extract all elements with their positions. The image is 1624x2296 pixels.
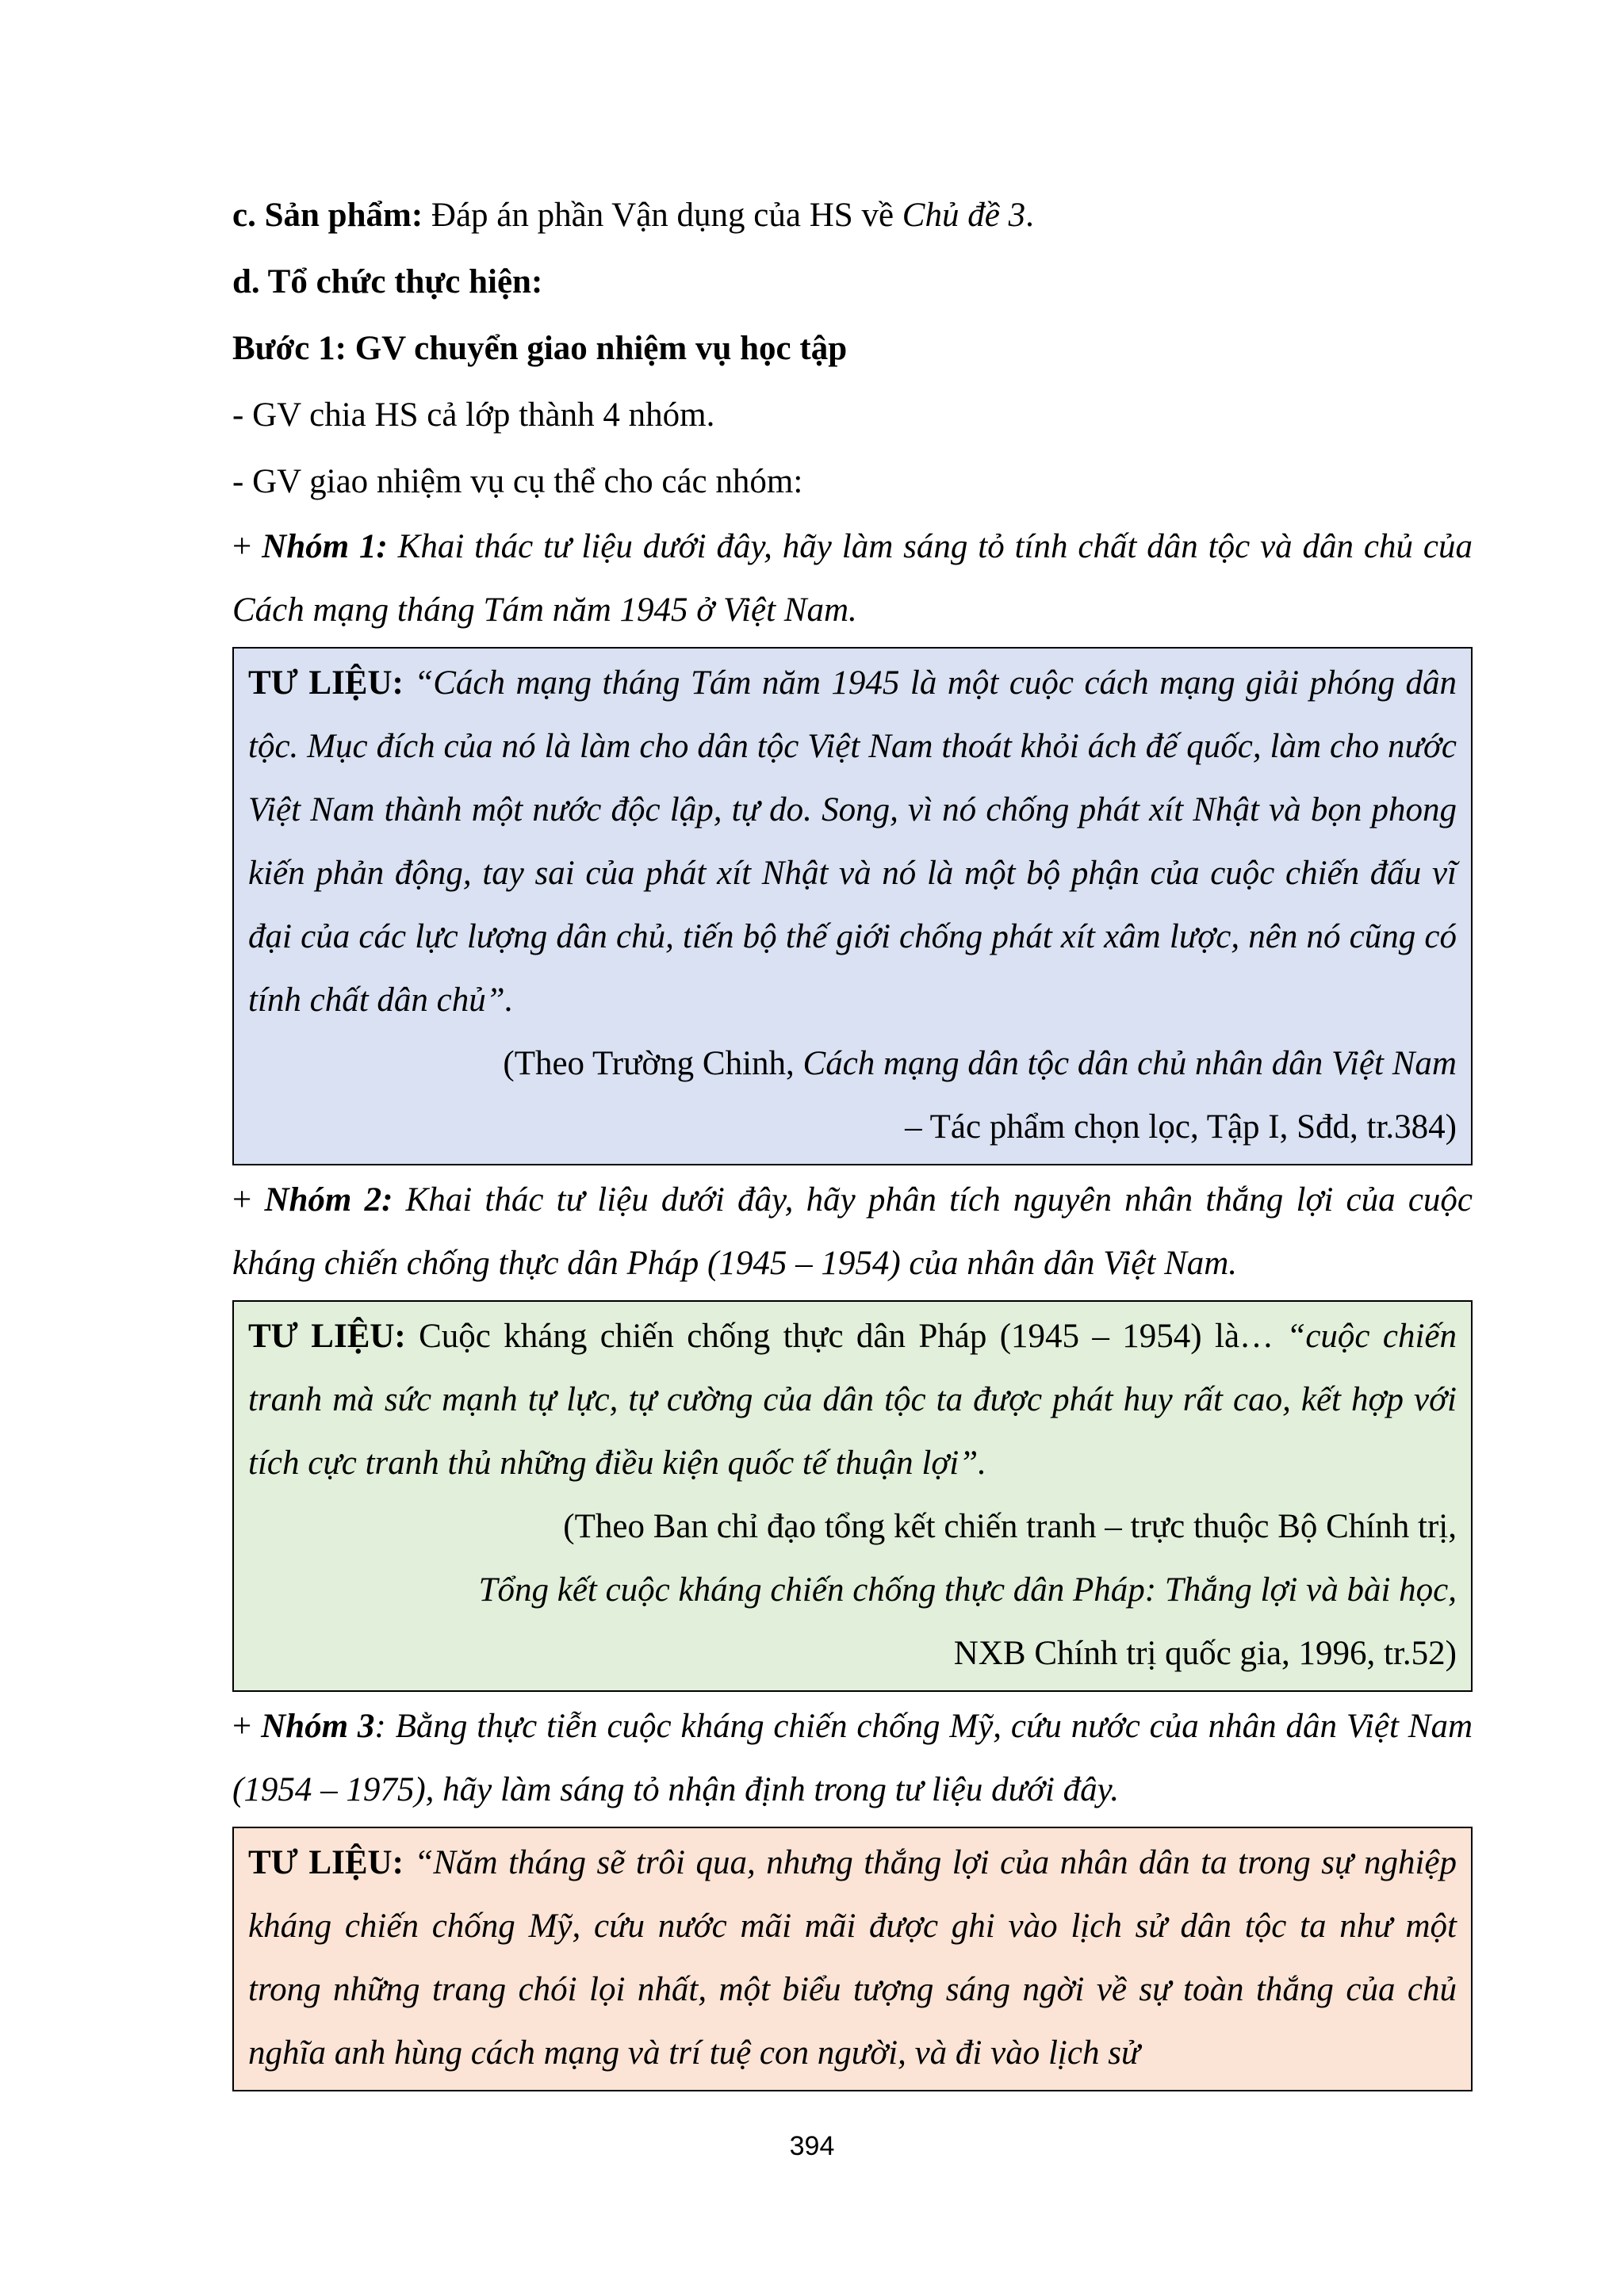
section-c-topic: Chủ đề 3 xyxy=(902,197,1026,234)
section-c-label: c. Sản phẩm: xyxy=(232,197,423,234)
group2-task xyxy=(232,1169,1473,1295)
group2-source-label: TƯ LIỆU: xyxy=(248,1318,406,1355)
section-d-heading: d. Tổ chức thực hiện: xyxy=(232,263,543,300)
group2-quote: “cuộc chiến tranh mà sức mạnh tự lực, tự cường của dân tộc ta được phát huy rất cao, kết hợp với tích cực tranh thủ những điều kiện quốc tế thuận lợi”. xyxy=(248,1318,1457,1482)
group3-task xyxy=(232,1695,1473,1822)
group2-task-text: Khai thác tư liệu dưới đây, hãy phân tích nguyên nhân thắng lợi của cuộc kháng chiến chống thực dân Pháp (1945 – 1954) của nhân dân Việt Nam. xyxy=(232,1181,1473,1282)
group2-label: Nhóm 2: xyxy=(264,1181,393,1219)
group1-task-text: Khai thác tư liệu dưới đây, hãy làm sáng tỏ tính chất dân tộc và dân chủ của Cách mạng tháng Tám năm 1945 ở Việt Nam. xyxy=(232,528,1473,629)
group1-source-label: TƯ LIỆU: xyxy=(248,664,404,702)
bullet-item: - GV chia HS cả lớp thành 4 nhóm. xyxy=(232,396,715,434)
group1-label: Nhóm 1: xyxy=(262,528,388,565)
bullet-item: - GV giao nhiệm vụ cụ thể cho các nhóm: xyxy=(232,463,803,500)
section-c-text: Đáp án phần Vận dụng của HS về xyxy=(423,197,902,234)
step1-heading: Bước 1: GV chuyển giao nhiệm vụ học tập xyxy=(232,330,848,367)
group3-quote-paragraph xyxy=(248,1831,1457,2085)
group1-task xyxy=(232,515,1473,642)
group1-quote: “Cách mạng tháng Tám năm 1945 là một cuộc cách mạng giải phóng dân tộc. Mục đích của nó là làm cho dân tộc Việt Nam thoát khỏi ách đế quốc, làm cho nước Việt Nam thành một nước độc lập, tự do. Song, vì nó chống phát xít Nhật và bọn phong kiến phản động, tay sai của phát xít Nhật và nó là một bộ phận của cuộc chiến đấu vĩ đại của các lực lượng dân chủ, tiến bộ thế giới chống phát xít xâm lược, nên nó cũng có tính chất dân chủ”. xyxy=(248,664,1457,1019)
group1-prefix: + xyxy=(232,528,262,565)
group2-citation-line2: Tổng kết cuộc kháng chiến chống thực dân Pháp: Thắng lợi và bài học, xyxy=(478,1571,1457,1609)
group3-prefix: + xyxy=(232,1708,262,1745)
page-number: 394 xyxy=(789,2131,835,2161)
group3-quote: “Năm tháng sẽ trôi qua, nhưng thắng lợi của nhân dân ta trong sự nghiệp kháng chiến chống Mỹ, cứu nước mãi mãi được ghi vào lịch sử dân tộc ta như một trong những trang chói lọi nhất, một biểu tượng sáng ngời về sự toàn thắng của chủ nghĩa anh hùng cách mạng và trí tuệ con người, và đi vào lịch sử xyxy=(248,1844,1457,2072)
group2-citation-line3: NXB Chính trị quốc gia, 1996, tr.52) xyxy=(953,1635,1457,1672)
group1-quote-paragraph xyxy=(248,652,1457,1032)
group1-cite-title: Cách mạng dân tộc dân chủ nhân dân Việt Nam xyxy=(802,1045,1457,1082)
group2-citation-line1: (Theo Ban chỉ đạo tổng kết chiến tranh – trực thuộc Bộ Chính trị, xyxy=(563,1508,1457,1545)
group1-source-box xyxy=(232,647,1473,1165)
group1-citation-line1 xyxy=(248,1032,1457,1096)
group2-prefix: + xyxy=(232,1181,265,1219)
section-c-line xyxy=(232,182,1473,249)
group2-quote-paragraph xyxy=(248,1305,1457,1495)
group1-cite-prefix: (Theo Trường Chinh, xyxy=(503,1045,803,1082)
document-page xyxy=(232,182,1473,2095)
section-c-end: . xyxy=(1025,197,1034,234)
group3-source-label: TƯ LIỆU: xyxy=(248,1844,404,1881)
group1-citation-line2: – Tác phẩm chọn lọc, Tập I, Sđd, tr.384) xyxy=(905,1108,1457,1146)
group3-task-text: : Bằng thực tiễn cuộc kháng chiến chống Mỹ, cứu nước của nhân dân Việt Nam (1954 – 1975), hãy làm sáng tỏ nhận định trong tư liệu dưới đây. xyxy=(232,1708,1473,1808)
group3-label: Nhóm 3 xyxy=(261,1708,375,1745)
group2-source-box xyxy=(232,1300,1473,1692)
group2-intro: Cuộc kháng chiến chống thực dân Pháp (1945 – 1954) là… xyxy=(405,1318,1287,1355)
group3-source-box xyxy=(232,1827,1473,2091)
